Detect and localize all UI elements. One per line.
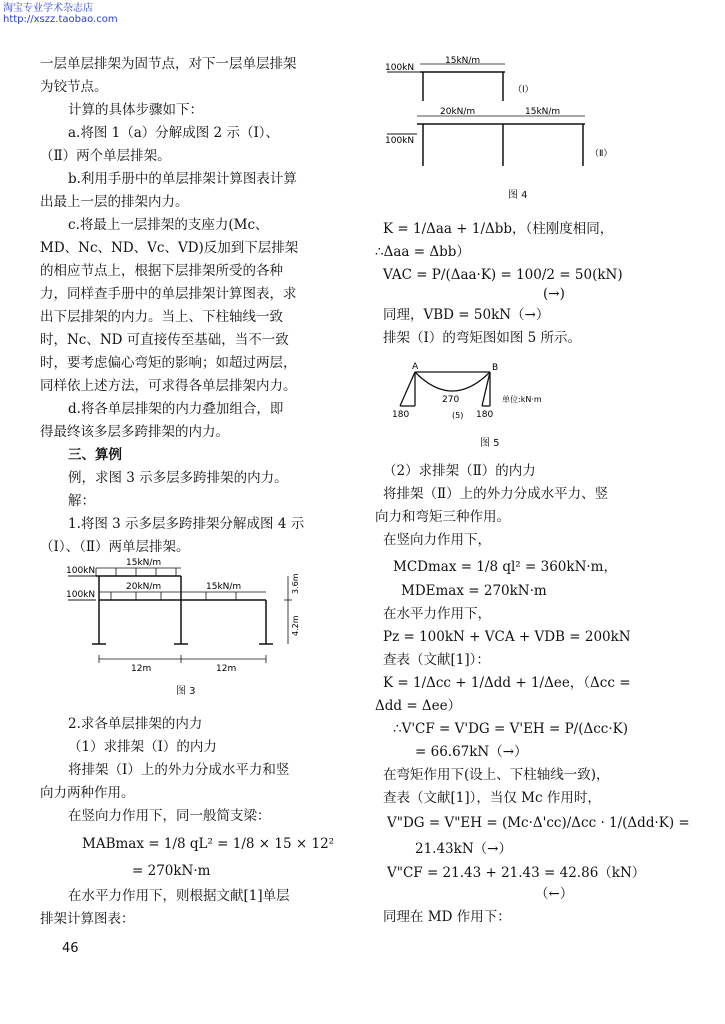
figure-5-caption: 图 5 bbox=[480, 438, 500, 449]
fig5-moment-3: 180 bbox=[476, 410, 494, 420]
text-line: 一层单层排架为固节点，对下一层单层排架 bbox=[40, 56, 297, 72]
figure-3-caption: 图 3 bbox=[176, 686, 196, 697]
watermark-line-1: 淘宝专业学术杂志店 bbox=[3, 3, 93, 14]
text-line: b.利用手册中的单层排架计算图表计算 bbox=[68, 171, 297, 187]
text-line: 在竖向力作用下， bbox=[383, 532, 491, 548]
text-line: 在水平力作用下， bbox=[383, 606, 491, 622]
fig4-load-p1: 100kN bbox=[385, 63, 415, 73]
formula-line: V"CF = 21.43 + 21.43 = 42.86（kN） bbox=[387, 865, 646, 881]
fig4-load-q2: 20kN/m bbox=[440, 107, 476, 117]
fig4-label-1: （Ⅰ） bbox=[513, 85, 534, 95]
watermark bbox=[3, 3, 118, 25]
formula-line: Δdd = Δee） bbox=[375, 698, 462, 714]
fig4-load-q3: 15kN/m bbox=[525, 107, 561, 117]
text-line: 例，求图 3 示多层多跨排架的内力。 bbox=[68, 470, 288, 486]
text-line: 同理在 MD 作用下： bbox=[383, 909, 511, 925]
text-line: 将排架（Ⅱ）上的外力分成水平力、竖 bbox=[383, 486, 609, 502]
formula-line: = 270kN·m bbox=[132, 863, 211, 879]
formula-line: MCDmax = 1/8 ql² = 360kN·m， bbox=[393, 559, 617, 575]
text-line: 为铰节点。 bbox=[40, 79, 108, 95]
text-line: （Ⅰ）、（Ⅱ）两单层排架。 bbox=[40, 539, 190, 555]
fig5-node-a: A bbox=[412, 362, 419, 372]
formula-line: （←） bbox=[535, 886, 574, 902]
formula-line: MDEmax = 270kN·m bbox=[401, 583, 547, 599]
formula-line: Pz = 100kN + VCA + VDB = 200kN bbox=[383, 629, 631, 645]
text-line: 时，要考虑偏心弯矩的影响；如超过两层， bbox=[40, 355, 297, 371]
formula-line: K = 1/Δaa + 1/Δbb，（柱刚度相同， bbox=[383, 221, 614, 237]
text-line: 查表（文献[1]）： bbox=[383, 652, 490, 668]
fig3-load-p1: 100kN bbox=[66, 566, 96, 576]
text-line: （1）求排架（Ⅰ）的内力 bbox=[68, 739, 217, 755]
formula-line: ∴V'CF = V'DG = V'EH = P/(Δcc·K) bbox=[393, 721, 628, 737]
text-line: MD、Nc、ND、Vc、VD)反加到下层排架 bbox=[40, 240, 299, 256]
text-line: 出下层排架的内力。当上、下柱轴线一致 bbox=[40, 309, 283, 325]
text-line: 向力和弯矩三种作用。 bbox=[375, 509, 510, 525]
text-line: 在竖向力作用下，同一般简支梁： bbox=[68, 808, 271, 824]
formula-line: 21.43kN（→） bbox=[415, 841, 512, 857]
watermark-line-2: http://xszz.taobao.com bbox=[3, 14, 118, 25]
fig5-unit: 单位:kN·m bbox=[502, 395, 542, 404]
text-line: 同理，VBD = 50kN（→） bbox=[383, 307, 550, 323]
text-line: 查表（文献[1]），当仅 Mc 作用时， bbox=[383, 790, 601, 806]
text-line: 在弯矩作用下(设上、下柱轴线一致)， bbox=[383, 767, 610, 783]
text-line: 排架计算图表： bbox=[40, 911, 135, 927]
text-line: 出最上一层的排架内力。 bbox=[40, 194, 189, 210]
fig3-height-1: 3.6m bbox=[291, 573, 300, 594]
fig4-label-2: （Ⅱ） bbox=[590, 149, 613, 159]
figure-3 bbox=[66, 556, 306, 676]
text-line: d.将各单层排架的内力叠加组合，即 bbox=[68, 401, 284, 417]
text-line: 向力两种作用。 bbox=[40, 785, 135, 801]
formula-line: V"DG = V"EH = (Mc·Δ'cc)/Δcc · 1/(Δdd·K) = bbox=[387, 815, 690, 831]
formula-line: VAC = P/(Δaa·K) = 100/2 = 50(kN) bbox=[383, 267, 623, 283]
fig5-node-b: B bbox=[492, 363, 499, 373]
fig3-span-2: 12m bbox=[216, 664, 237, 674]
figure-4 bbox=[385, 56, 615, 178]
figure-5 bbox=[390, 360, 580, 420]
fig3-height-2: 4.2m bbox=[291, 615, 300, 636]
text-line: 的相应节点上，根据下层排架所受的各种 bbox=[40, 263, 283, 279]
fig4-load-q1: 15kN/m bbox=[445, 56, 481, 66]
fig4-load-p2: 100kN bbox=[385, 136, 415, 146]
text-line: 力，同样查手册中的单层排架计算图表，求 bbox=[40, 286, 297, 302]
text-line: 在水平力作用下，则根据文献[1]单层 bbox=[68, 888, 290, 904]
page-number: 46 bbox=[62, 941, 79, 956]
text-line: 2.求各单层排架的内力 bbox=[68, 716, 203, 732]
fig3-load-q3: 15kN/m bbox=[206, 582, 242, 592]
text-line: （2）求排架（Ⅱ）的内力 bbox=[383, 463, 536, 479]
text-line: 排架（Ⅰ）的弯矩图如图 5 所示。 bbox=[383, 330, 582, 346]
fig5-label: (5) bbox=[452, 411, 464, 420]
text-line: a.将图 1（a）分解成图 2 示（Ⅰ）、 bbox=[68, 125, 280, 141]
text-line: 得最终该多层多跨排架的内力。 bbox=[40, 424, 229, 440]
fig5-moment-2: 270 bbox=[442, 395, 460, 405]
text-line: 同样依上述方法，可求得各单层排架内力。 bbox=[40, 378, 297, 394]
text-line: c.将最上一层排架的支座力(Mc、 bbox=[68, 217, 269, 233]
fig3-load-p2: 100kN bbox=[66, 590, 96, 600]
text-line: 计算的具体步骤如下： bbox=[68, 102, 203, 118]
formula-line: (→) bbox=[543, 286, 565, 302]
figure-4-caption: 图 4 bbox=[508, 190, 528, 201]
fig3-load-q2: 20kN/m bbox=[126, 582, 162, 592]
formula-line: ∴Δaa = Δbb） bbox=[375, 244, 470, 260]
section-heading: 三、算例 bbox=[68, 447, 122, 463]
fig5-moment-1: 180 bbox=[392, 410, 410, 420]
text-line: （Ⅱ）两个单层排架。 bbox=[40, 148, 171, 164]
formula-line: MABmax = 1/8 qL² = 1/8 × 15 × 12² bbox=[82, 836, 335, 852]
fig3-load-q1: 15kN/m bbox=[126, 558, 162, 568]
text-line: 1.将图 3 示多层多跨排架分解成图 4 示 bbox=[68, 516, 305, 532]
text-line: 时，Nc、ND 可直接传至基础，当不一致 bbox=[40, 332, 289, 348]
formula-line: = 66.67kN（→） bbox=[415, 744, 528, 760]
fig3-span-1: 12m bbox=[131, 664, 152, 674]
text-line: 解： bbox=[68, 493, 95, 509]
text-line: 将排架（Ⅰ）上的外力分成水平力和竖 bbox=[68, 762, 290, 778]
formula-line: K = 1/Δcc + 1/Δdd + 1/Δee，（Δcc = bbox=[383, 675, 631, 691]
